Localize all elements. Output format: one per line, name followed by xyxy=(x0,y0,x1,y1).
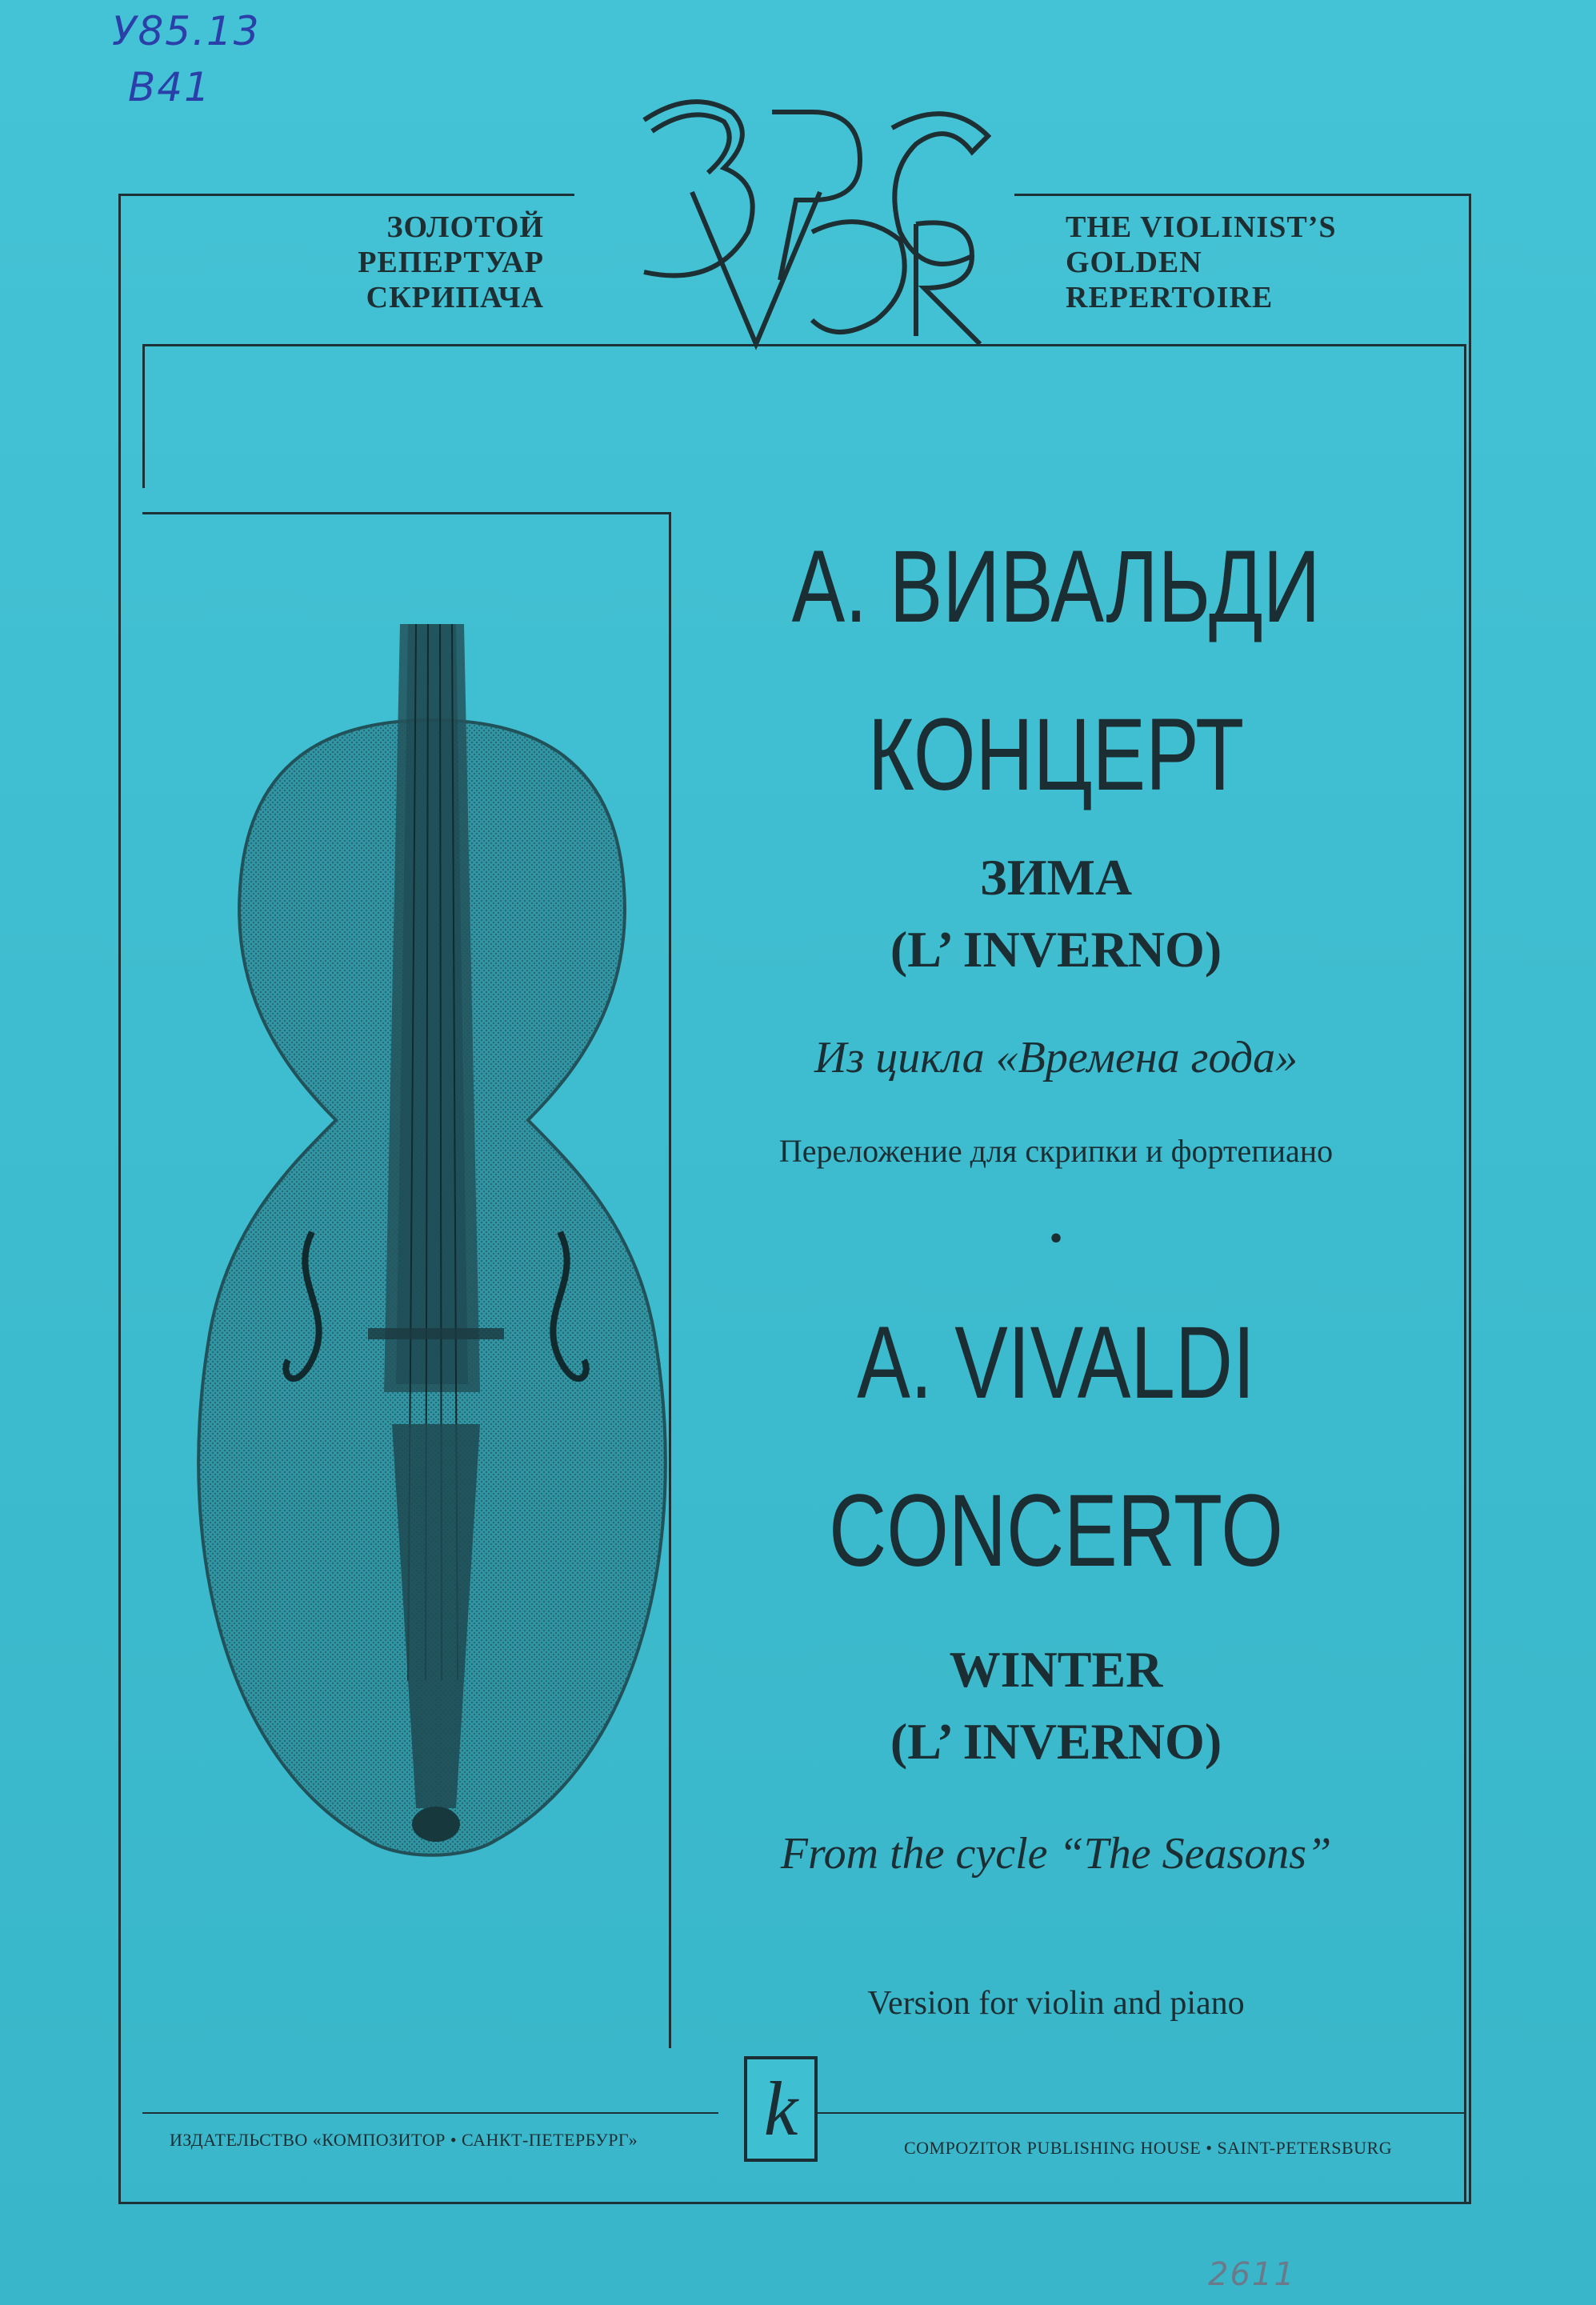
series-en-line1: THE VIOLINIST’S xyxy=(1066,210,1337,244)
series-ru xyxy=(344,210,544,315)
composer-ru: А. ВИВАЛЬДИ xyxy=(791,530,1321,644)
frame-violin-top xyxy=(142,512,670,514)
series-en xyxy=(1066,210,1386,315)
publisher-logo-letter: k xyxy=(763,2066,798,2151)
series-en-line2: GOLDEN xyxy=(1066,246,1202,279)
arrangement-ru: Переложение для скрипки и фортепиано xyxy=(778,1133,1334,1169)
season-ru: ЗИМА xyxy=(979,849,1133,906)
cycle-en: From the cycle “The Seasons” xyxy=(780,1829,1332,1879)
composer-en: A. VIVALDI xyxy=(857,1306,1255,1420)
cycle-ru: Из цикла «Времена года» xyxy=(814,1033,1298,1082)
frame-top-right xyxy=(1014,194,1470,196)
season-it-ru: (L’ INVERNO) xyxy=(890,921,1222,978)
series-ru-line3: СКРИПАЧА xyxy=(366,281,544,314)
work-en: CONCERTO xyxy=(829,1474,1283,1588)
series-ru-line1: ЗОЛОТОЙ xyxy=(386,210,544,244)
handwritten-bottom-note: 2611 xyxy=(1208,2256,1296,2293)
frame-inner-right xyxy=(1464,344,1466,2202)
series-ru-line2: РЕПЕРТУАР xyxy=(358,246,544,279)
frame-bottom xyxy=(118,2202,1471,2204)
publisher-en: COMPOZITOR PUBLISHING HOUSE • SAINT-PETERSBURG xyxy=(904,2138,1393,2158)
series-en-line3: REPERTOIRE xyxy=(1066,281,1274,314)
frame-footer-left xyxy=(142,2112,718,2114)
work-ru: КОНЦЕРТ xyxy=(867,698,1245,812)
handwritten-code-line1: У85.13 xyxy=(112,8,261,54)
frame-left-outer xyxy=(118,194,121,2203)
season-en: WINTER xyxy=(949,1641,1163,1698)
publisher-ru: ИЗДАТЕЛЬСТВО «КОМПОЗИТОР • САНКТ-ПЕТЕРБУРГ» xyxy=(170,2130,638,2150)
season-it-en: (L’ INVERNO) xyxy=(890,1713,1222,1770)
handwritten-code-line2: В41 xyxy=(128,64,211,110)
series-logo-text: ЗРС VGR xyxy=(794,344,798,345)
publisher-logo xyxy=(744,2056,818,2162)
arrangement-en: Version for violin and piano xyxy=(867,1985,1245,2022)
frame-top-left xyxy=(118,194,574,196)
series-logo xyxy=(572,80,1020,352)
violin-illustration xyxy=(128,624,736,1920)
frame-right-outer xyxy=(1469,194,1471,2203)
separator-dot: • xyxy=(1049,1217,1063,1259)
frame-inner-left xyxy=(142,344,145,488)
frame-footer-right xyxy=(816,2112,1466,2114)
